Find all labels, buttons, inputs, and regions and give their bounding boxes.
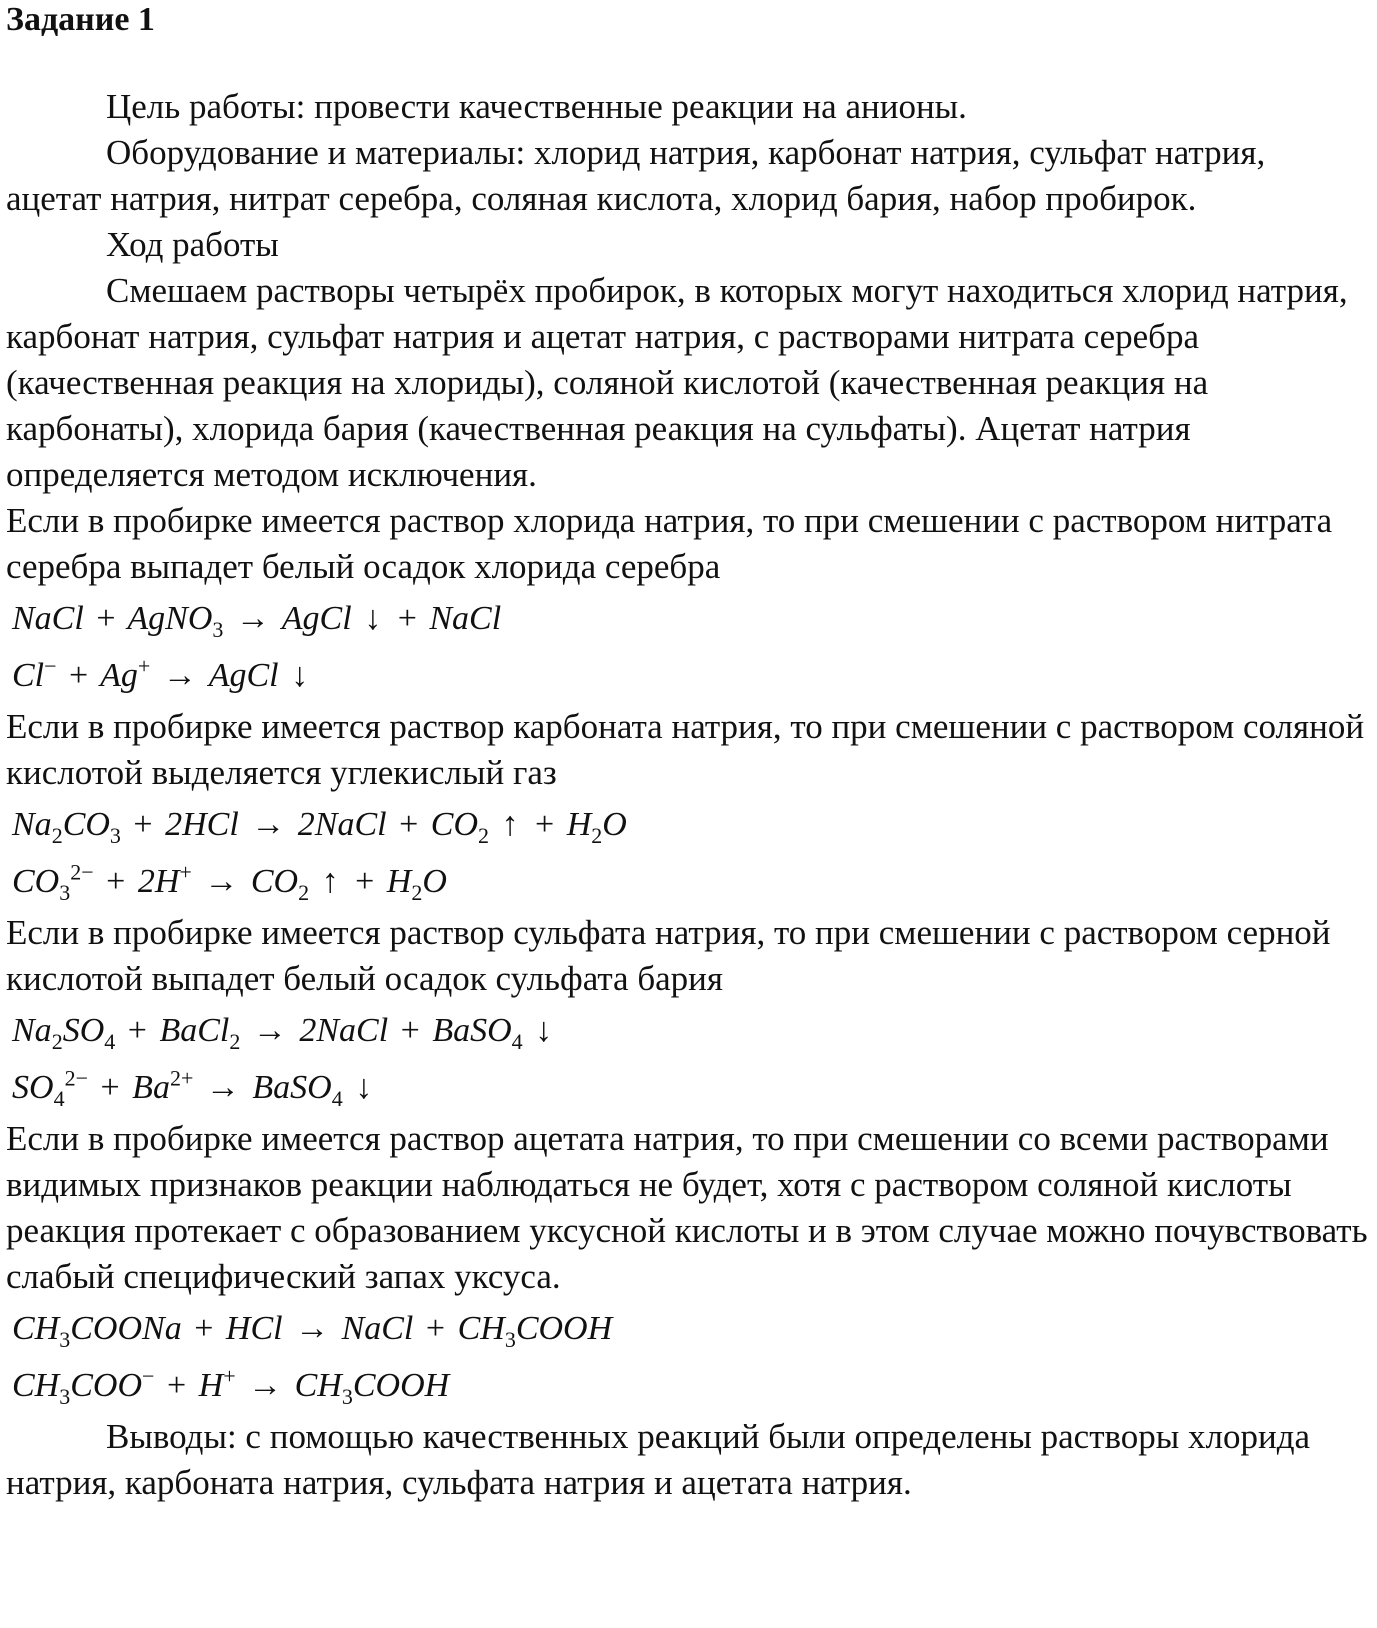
goal-paragraph: Цель работы: провести качественные реакции на анионы. xyxy=(106,87,967,126)
conclusion-paragraph: Выводы: с помощью качественных реакций были определены растворы хлорида натрия, карбоната натрия, сульфата натрия и ацетата натрия. xyxy=(6,1417,1311,1502)
page-title: Задание 1 xyxy=(6,1,155,38)
precipitate-arrow-icon: ↓ xyxy=(364,600,382,637)
chloride-molecular-equation: NaCl + AgNO$_3$ → AgCl ↓ + NaCl xyxy=(12,600,502,642)
chloride-paragraph: Если в пробирке имеется раствор хлорида натрия, то при смешении с раствором нитрата серебра выпадет белый осадок хлорида серебра xyxy=(6,501,1333,586)
equipment-paragraph: Оборудование и материалы: хлорид натрия, карбонат натрия, сульфат натрия, ацетат натрия, нитрат серебра, соляная кислота, хлорид бария, набор пробирок. xyxy=(6,133,1266,218)
precipitate-arrow-icon: ↓ xyxy=(535,1012,553,1049)
sulfate-molecular-equation: $Na_2SO_4$ + BaCl$_2$ → 2NaCl + BaSO$_4$ ↓ xyxy=(6,1002,1369,1059)
chloride-ionic-equation: Cl− + Ag+ → AgCl ↓ xyxy=(6,647,1369,704)
acetate-ionic-equation: $CH_3COO^- + H^+$ → $CH_3COOH$ xyxy=(12,1363,450,1409)
procedure-paragraph: Смешаем растворы четырёх пробирок, в которых могут находиться хлорид натрия, карбонат натрия, сульфат натрия и ацетат натрия, с растворами нитрата серебра (качественная реакция на хлориды), соляной кислотой (качественная реакция на карбонаты), хлорида бария (качественная реакция на сульфаты). Ацетат натрия определяется методом исключения. xyxy=(6,271,1348,494)
precipitate-arrow-icon: ↓ xyxy=(355,1069,373,1106)
procedure-heading: Ход работы xyxy=(106,225,279,264)
sulfate-ionic-equation: $SO_4^{2-} + Ba^{2+}$ → BaSO$_4$ ↓ xyxy=(6,1059,1369,1116)
gas-arrow-icon: ↑ xyxy=(501,806,519,843)
carbonate-ionic-equation: $CO_3^{2-} + 2H^+ \to CO_2$ ↑ + $H_2O$ xyxy=(12,859,447,905)
carbonate-paragraph: Если в пробирке имеется раствор карбоната натрия, то при смешении с раствором соляной кислотой выделяется углекислый газ xyxy=(6,707,1365,792)
gas-arrow-icon: ↑ xyxy=(321,863,339,900)
acetate-paragraph: Если в пробирке имеется раствор ацетата натрия, то при смешении со всеми растворами видимых признаков реакции наблюдаться не будет, хотя с раствором соляной кислоты реакция протекает с образованием уксусной кислоты и в этом случае можно почувствовать слабый специфический запах уксуса. xyxy=(6,1119,1368,1296)
carbonate-molecular-equation: $Na_2CO_3 + 2HCl$ → 2NaCl + $CO_2$ ↑ + $H_2O$ xyxy=(12,806,627,848)
acetate-molecular-equation: $CH_3COONa$ + HCl → NaCl + $CH_3COOH$ xyxy=(12,1310,613,1352)
precipitate-arrow-icon: ↓ xyxy=(291,657,309,694)
sulfate-paragraph: Если в пробирке имеется раствор сульфата натрия, то при смешении с раствором серной кислотой выпадет белый осадок сульфата бария xyxy=(6,913,1331,998)
